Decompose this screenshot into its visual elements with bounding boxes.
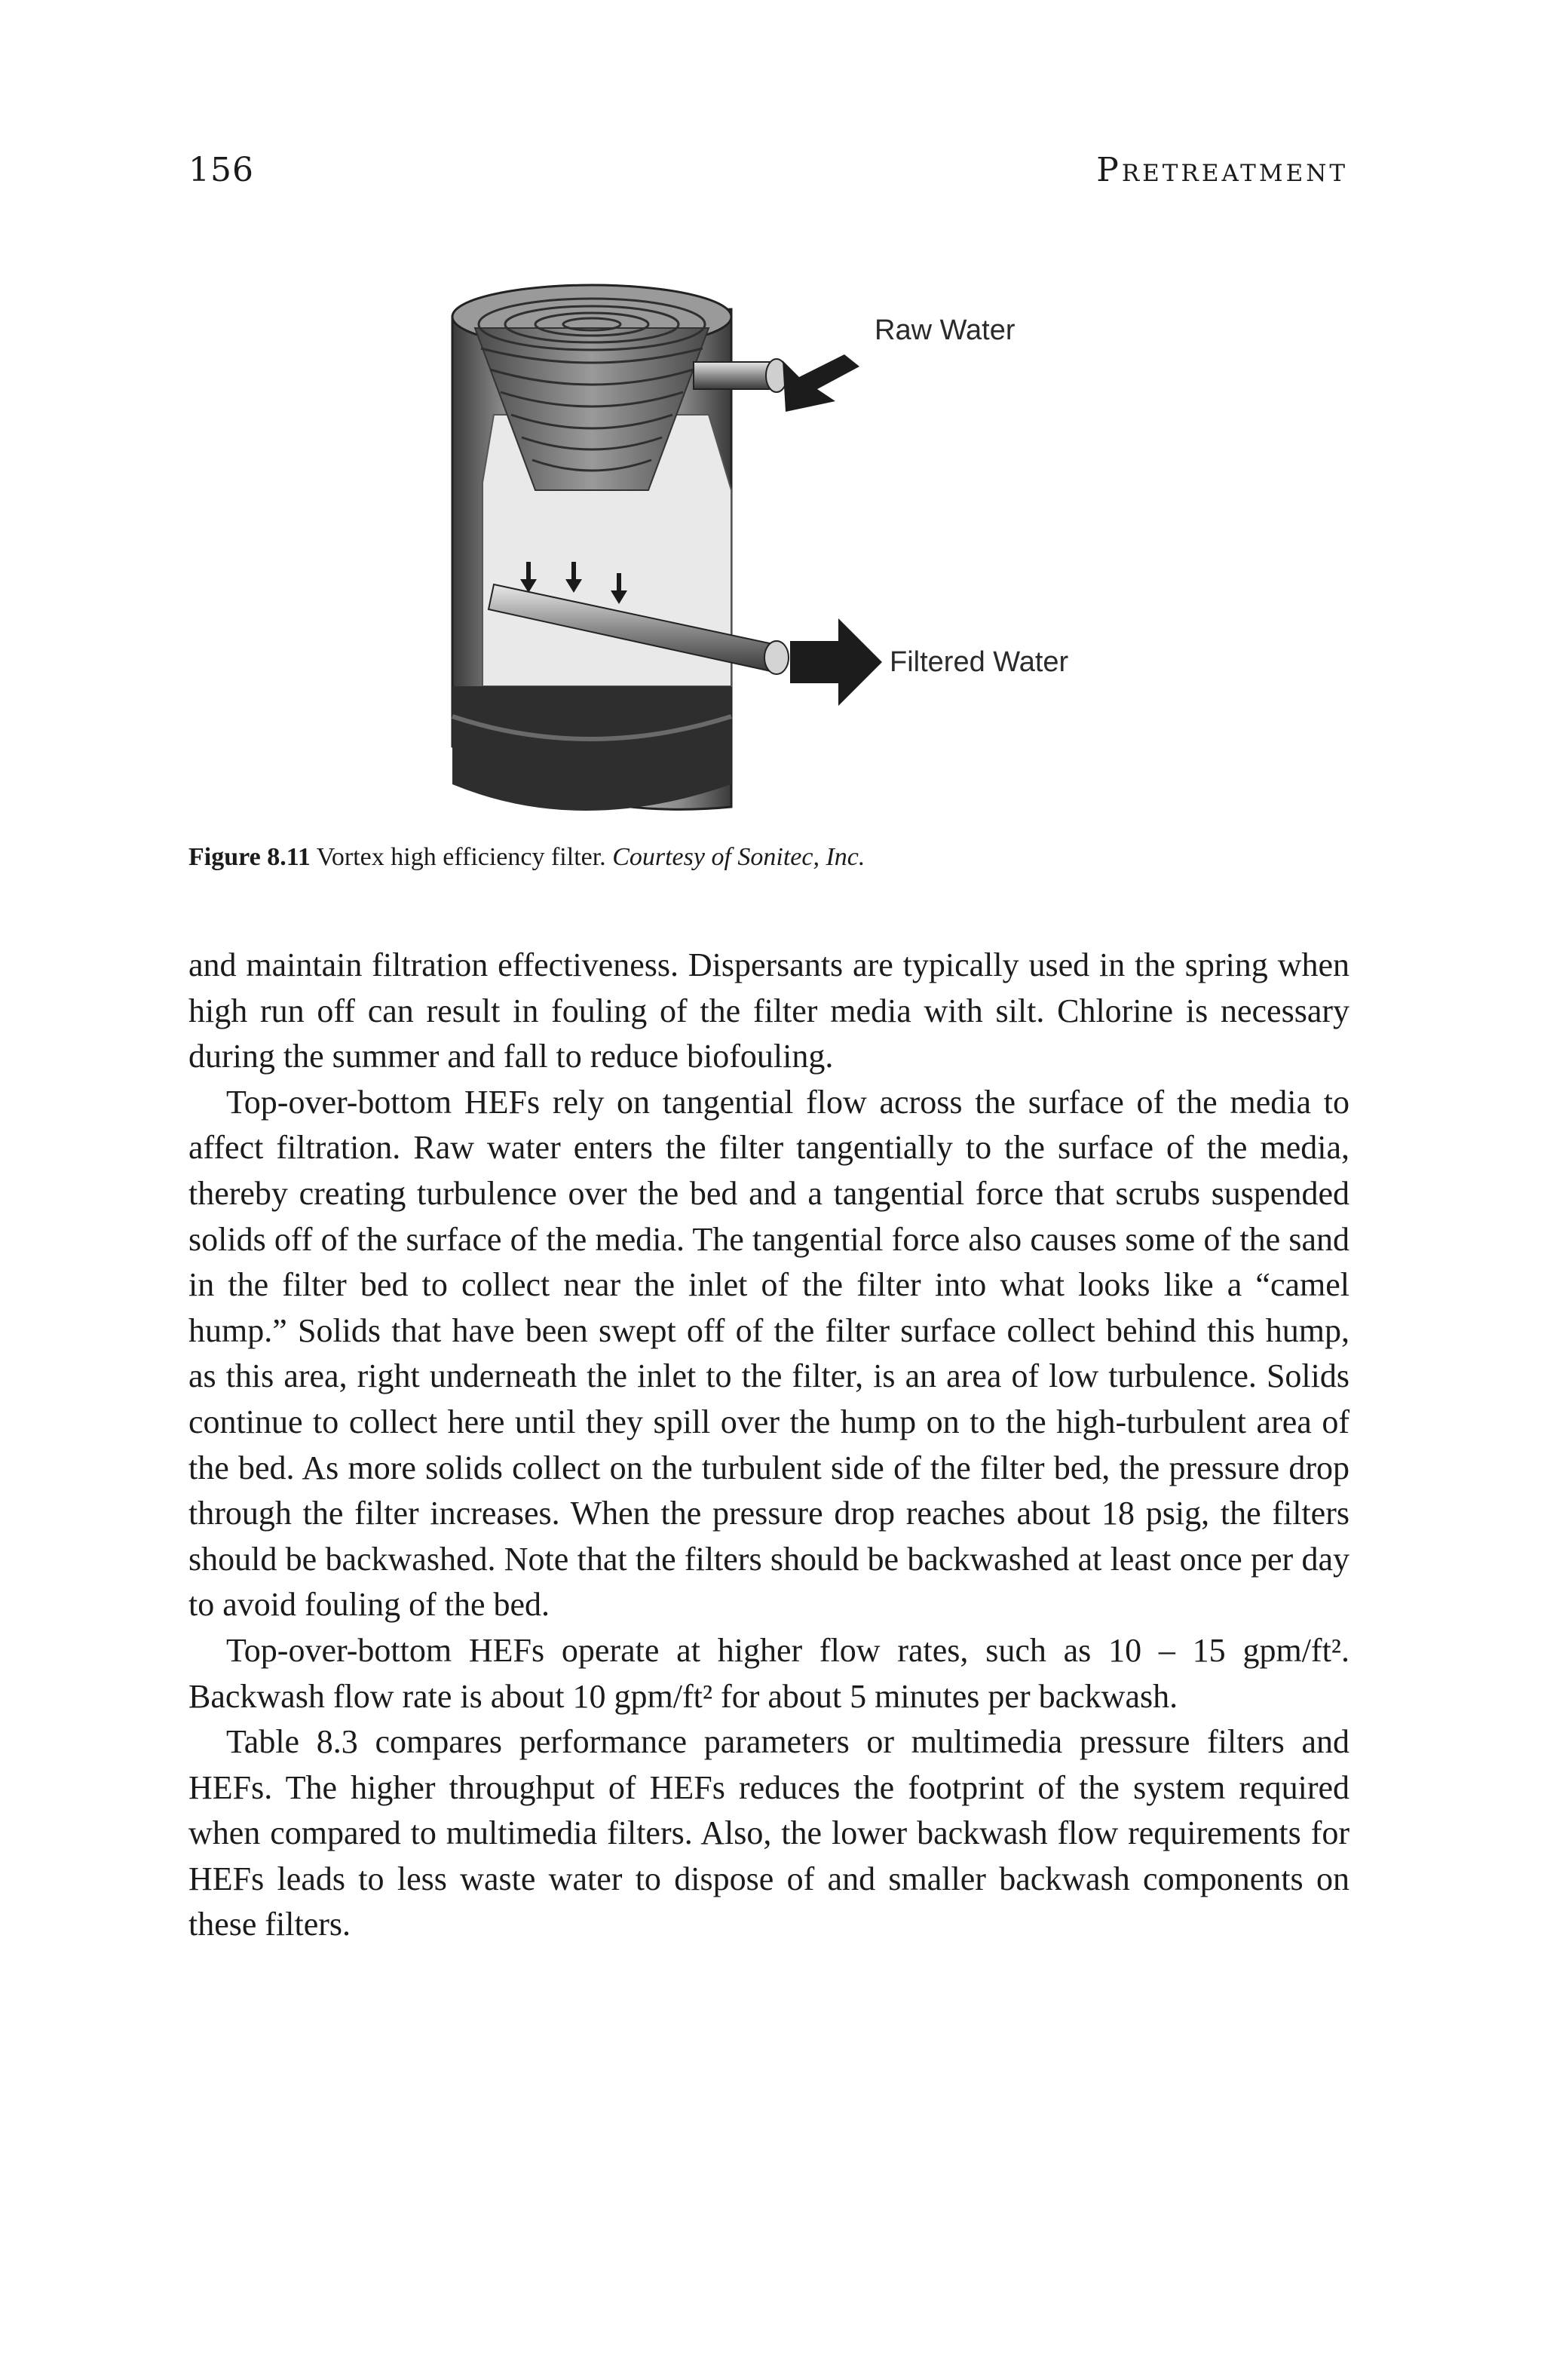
vortex-filter-illustration [422,264,1146,837]
filtered-water-arrow [790,618,882,706]
raw-water-arrow [783,354,859,412]
vortex-filter-figure [422,264,1146,837]
paragraph: Table 8.3 compares performance parameters or multimedia pressure filters and HEFs. The higher throughput of HEFs reduces the footprint of the system required when compared to multimedia filters. Also, the lower backwash flow requirements for HEFs leads to less waste water to dispose of and smaller backwash components on these filters. [188,1723,1349,1943]
running-head: Pretreatment [1096,151,1348,189]
figure-number: Figure 8.11 [188,843,311,871]
paragraph: Top-over-bottom HEFs operate at higher flow rates, such as 10 – 15 gpm/ft². Backwash flow rate is about 10 gpm/ft² for about 5 minutes per backwash. [188,1631,1349,1715]
paragraph: and maintain filtration effectiveness. Dispersants are typically used in the spring when high run off can result in fouling of the filter media with silt. Chlorine is necessary during the summer and fall to reduce biofouling. [188,946,1349,1075]
caption-text: Vortex high efficiency filter. [316,843,606,871]
raw-water-label: Raw Water [875,314,1016,346]
inlet-pipe [694,359,787,392]
figure-caption [188,843,1349,872]
tank-base [452,686,731,811]
page-number: 156 [188,151,254,189]
body-text [188,943,1349,1948]
caption-credit: Courtesy of Sonitec, Inc. [612,843,865,871]
filtered-water-label: Filtered Water [890,646,1069,678]
paragraph: Top-over-bottom HEFs rely on tangential flow across the surface of the media to affect filtration. Raw water enters the filter tangentially to the surface of the media, thereby creating turbulence over the bed and a tangential force that scrubs suspended solids off of the surface of the media. The tangential force also causes some of the sand in the filter bed to collect near the inlet of the filter into what looks like a “camel hump.” Solids that have been swept off of the filter surface collect behind this hump, as this area, right underneath the inlet to the filter, is an area of low turbulence. Solids continue to collect here until they spill over the hump on to the high-turbulent area of the bed. As more solids collect on the turbulent side of the filter bed, the pressure drop through the filter increases. When the pressure drop reaches about 18 psig, the filters should be backwashed. Note that the filters should be backwashed at least once per day to avoid fouling of the bed. [188,1083,1349,1624]
page-header [188,151,1348,189]
